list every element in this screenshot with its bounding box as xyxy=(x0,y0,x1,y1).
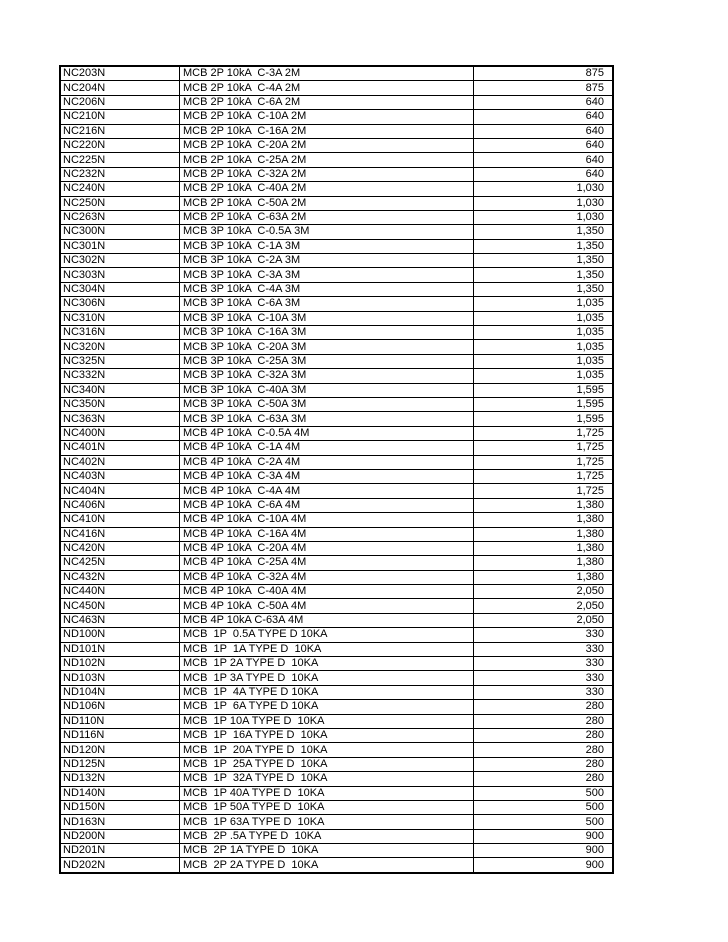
product-description-cell: MCB 2P 10kA C-4A 2M xyxy=(180,81,474,95)
product-price-cell: 1,595 xyxy=(474,397,614,411)
product-price-cell: 280 xyxy=(474,714,614,728)
table-row xyxy=(60,95,613,109)
table-row xyxy=(60,66,613,81)
product-description-cell: MCB 2P 10kA C-3A 2M xyxy=(180,66,474,81)
table-row xyxy=(60,714,613,728)
table-row xyxy=(60,297,613,311)
product-code-cell: NC310N xyxy=(60,311,180,325)
product-price-cell: 280 xyxy=(474,700,614,714)
product-description-cell: MCB 1P 3A TYPE D 10KA xyxy=(180,671,474,685)
product-price-cell: 1,380 xyxy=(474,498,614,512)
product-code-cell: NC350N xyxy=(60,397,180,411)
product-code-cell: NC206N xyxy=(60,95,180,109)
product-description-cell: MCB 1P 32A TYPE D 10KA xyxy=(180,772,474,786)
table-row xyxy=(60,441,613,455)
product-description-cell: MCB 4P 10kA C-63A 4M xyxy=(180,613,474,627)
product-code-cell: NC304N xyxy=(60,282,180,296)
table-row xyxy=(60,254,613,268)
product-price-cell: 2,050 xyxy=(474,585,614,599)
product-code-cell: ND163N xyxy=(60,815,180,829)
product-price-cell: 640 xyxy=(474,110,614,124)
table-row xyxy=(60,743,613,757)
table-row xyxy=(60,426,613,440)
product-code-cell: NC463N xyxy=(60,613,180,627)
table-row xyxy=(60,556,613,570)
product-code-cell: NC425N xyxy=(60,556,180,570)
product-code-cell: NC420N xyxy=(60,541,180,555)
product-price-cell: 1,380 xyxy=(474,527,614,541)
product-code-cell: NC263N xyxy=(60,210,180,224)
product-description-cell: MCB 3P 10kA C-63A 3M xyxy=(180,412,474,426)
product-price-cell: 875 xyxy=(474,81,614,95)
product-description-cell: MCB 3P 10kA C-25A 3M xyxy=(180,354,474,368)
product-description-cell: MCB 4P 10kA C-2A 4M xyxy=(180,455,474,469)
product-code-cell: NC340N xyxy=(60,383,180,397)
product-price-cell: 280 xyxy=(474,728,614,742)
table-row xyxy=(60,354,613,368)
product-description-cell: MCB 4P 10kA C-16A 4M xyxy=(180,527,474,541)
product-description-cell: MCB 1P 1A TYPE D 10KA xyxy=(180,642,474,656)
product-description-cell: MCB 3P 10kA C-0.5A 3M xyxy=(180,225,474,239)
table-row xyxy=(60,527,613,541)
product-price-cell: 1,035 xyxy=(474,340,614,354)
product-code-cell: ND201N xyxy=(60,844,180,858)
product-description-cell: MCB 1P 25A TYPE D 10KA xyxy=(180,757,474,771)
product-description-cell: MCB 3P 10kA C-32A 3M xyxy=(180,369,474,383)
table-row xyxy=(60,541,613,555)
product-description-cell: MCB 4P 10kA C-0.5A 4M xyxy=(180,426,474,440)
table-row xyxy=(60,628,613,642)
product-price-cell: 1,595 xyxy=(474,383,614,397)
product-price-cell: 2,050 xyxy=(474,599,614,613)
product-price-cell: 640 xyxy=(474,95,614,109)
table-row xyxy=(60,412,613,426)
product-description-cell: MCB 1P 10A TYPE D 10KA xyxy=(180,714,474,728)
table-row xyxy=(60,728,613,742)
product-code-cell: NC403N xyxy=(60,469,180,483)
table-row xyxy=(60,685,613,699)
product-description-cell: MCB 1P 2A TYPE D 10KA xyxy=(180,657,474,671)
table-row xyxy=(60,282,613,296)
product-code-cell: ND106N xyxy=(60,700,180,714)
product-price-cell: 2,050 xyxy=(474,613,614,627)
product-code-cell: ND200N xyxy=(60,829,180,843)
product-description-cell: MCB 1P 40A TYPE D 10KA xyxy=(180,786,474,800)
product-description-cell: MCB 1P 6A TYPE D 10KA xyxy=(180,700,474,714)
product-description-cell: MCB 4P 10kA C-4A 4M xyxy=(180,484,474,498)
product-code-cell: ND116N xyxy=(60,728,180,742)
product-description-cell: MCB 1P 20A TYPE D 10KA xyxy=(180,743,474,757)
product-code-cell: NC225N xyxy=(60,153,180,167)
product-code-cell: NC220N xyxy=(60,138,180,152)
product-code-cell: NC306N xyxy=(60,297,180,311)
product-description-cell: MCB 2P 10kA C-20A 2M xyxy=(180,138,474,152)
product-description-cell: MCB 3P 10kA C-20A 3M xyxy=(180,340,474,354)
product-code-cell: NC320N xyxy=(60,340,180,354)
table-row xyxy=(60,786,613,800)
table-row xyxy=(60,642,613,656)
product-description-cell: MCB 2P 10kA C-40A 2M xyxy=(180,182,474,196)
price-list-body xyxy=(60,66,613,873)
product-description-cell: MCB 1P 50A TYPE D 10KA xyxy=(180,800,474,814)
product-price-cell: 875 xyxy=(474,66,614,81)
product-price-cell: 330 xyxy=(474,671,614,685)
table-row xyxy=(60,700,613,714)
product-price-cell: 1,380 xyxy=(474,513,614,527)
product-price-cell: 1,350 xyxy=(474,254,614,268)
product-price-cell: 1,030 xyxy=(474,182,614,196)
product-description-cell: MCB 3P 10kA C-4A 3M xyxy=(180,282,474,296)
product-code-cell: ND100N xyxy=(60,628,180,642)
table-row xyxy=(60,153,613,167)
table-row xyxy=(60,196,613,210)
table-row xyxy=(60,829,613,843)
product-code-cell: NC300N xyxy=(60,225,180,239)
product-description-cell: MCB 3P 10kA C-50A 3M xyxy=(180,397,474,411)
product-code-cell: NC302N xyxy=(60,254,180,268)
table-row xyxy=(60,81,613,95)
product-description-cell: MCB 2P 10kA C-63A 2M xyxy=(180,210,474,224)
product-price-cell: 640 xyxy=(474,153,614,167)
product-description-cell: MCB 4P 10kA C-1A 4M xyxy=(180,441,474,455)
table-row xyxy=(60,484,613,498)
product-code-cell: NC316N xyxy=(60,326,180,340)
product-price-cell: 1,725 xyxy=(474,469,614,483)
table-row xyxy=(60,498,613,512)
product-description-cell: MCB 3P 10kA C-3A 3M xyxy=(180,268,474,282)
product-code-cell: ND104N xyxy=(60,685,180,699)
table-row xyxy=(60,182,613,196)
product-price-cell: 330 xyxy=(474,685,614,699)
table-row xyxy=(60,613,613,627)
product-description-cell: MCB 2P 1A TYPE D 10KA xyxy=(180,844,474,858)
product-code-cell: ND110N xyxy=(60,714,180,728)
product-code-cell: NC210N xyxy=(60,110,180,124)
product-code-cell: NC240N xyxy=(60,182,180,196)
table-row xyxy=(60,239,613,253)
product-code-cell: NC402N xyxy=(60,455,180,469)
product-price-cell: 640 xyxy=(474,167,614,181)
product-price-cell: 500 xyxy=(474,786,614,800)
product-description-cell: MCB 3P 10kA C-40A 3M xyxy=(180,383,474,397)
table-row xyxy=(60,513,613,527)
product-code-cell: NC301N xyxy=(60,239,180,253)
product-price-cell: 1,380 xyxy=(474,570,614,584)
table-row xyxy=(60,858,613,873)
table-row xyxy=(60,599,613,613)
product-description-cell: MCB 4P 10kA C-50A 4M xyxy=(180,599,474,613)
product-code-cell: NC216N xyxy=(60,124,180,138)
product-description-cell: MCB 4P 10kA C-32A 4M xyxy=(180,570,474,584)
product-description-cell: MCB 1P 63A TYPE D 10KA xyxy=(180,815,474,829)
table-row xyxy=(60,815,613,829)
table-row xyxy=(60,757,613,771)
product-description-cell: MCB 4P 10kA C-10A 4M xyxy=(180,513,474,527)
table-row xyxy=(60,397,613,411)
product-price-cell: 330 xyxy=(474,628,614,642)
product-description-cell: MCB 3P 10kA C-2A 3M xyxy=(180,254,474,268)
product-price-cell: 330 xyxy=(474,657,614,671)
product-code-cell: ND125N xyxy=(60,757,180,771)
product-code-cell: NC416N xyxy=(60,527,180,541)
table-row xyxy=(60,469,613,483)
product-code-cell: NC325N xyxy=(60,354,180,368)
product-code-cell: NC450N xyxy=(60,599,180,613)
product-price-cell: 1,035 xyxy=(474,354,614,368)
table-row xyxy=(60,225,613,239)
product-price-cell: 500 xyxy=(474,800,614,814)
table-row xyxy=(60,772,613,786)
product-description-cell: MCB 4P 10kA C-20A 4M xyxy=(180,541,474,555)
product-code-cell: NC432N xyxy=(60,570,180,584)
product-description-cell: MCB 2P 2A TYPE D 10KA xyxy=(180,858,474,873)
product-price-cell: 1,725 xyxy=(474,484,614,498)
product-code-cell: NC203N xyxy=(60,66,180,81)
product-description-cell: MCB 2P 10kA C-25A 2M xyxy=(180,153,474,167)
product-code-cell: NC250N xyxy=(60,196,180,210)
product-price-cell: 1,035 xyxy=(474,369,614,383)
product-price-cell: 900 xyxy=(474,844,614,858)
table-row xyxy=(60,326,613,340)
product-description-cell: MCB 3P 10kA C-10A 3M xyxy=(180,311,474,325)
product-price-cell: 1,350 xyxy=(474,268,614,282)
product-price-cell: 1,725 xyxy=(474,441,614,455)
product-description-cell: MCB 4P 10kA C-6A 4M xyxy=(180,498,474,512)
table-row xyxy=(60,340,613,354)
table-row xyxy=(60,570,613,584)
product-price-cell: 280 xyxy=(474,772,614,786)
table-row xyxy=(60,167,613,181)
product-code-cell: NC332N xyxy=(60,369,180,383)
product-price-cell: 1,380 xyxy=(474,541,614,555)
product-code-cell: ND150N xyxy=(60,800,180,814)
product-price-cell: 280 xyxy=(474,757,614,771)
product-price-cell: 1,350 xyxy=(474,239,614,253)
table-row xyxy=(60,383,613,397)
product-code-cell: NC440N xyxy=(60,585,180,599)
product-code-cell: NC404N xyxy=(60,484,180,498)
product-description-cell: MCB 4P 10kA C-3A 4M xyxy=(180,469,474,483)
product-code-cell: ND120N xyxy=(60,743,180,757)
product-description-cell: MCB 3P 10kA C-16A 3M xyxy=(180,326,474,340)
product-code-cell: ND102N xyxy=(60,657,180,671)
product-price-cell: 1,350 xyxy=(474,225,614,239)
product-code-cell: ND103N xyxy=(60,671,180,685)
product-code-cell: ND132N xyxy=(60,772,180,786)
product-description-cell: MCB 1P 16A TYPE D 10KA xyxy=(180,728,474,742)
product-price-cell: 640 xyxy=(474,124,614,138)
table-row xyxy=(60,210,613,224)
product-price-cell: 900 xyxy=(474,858,614,873)
product-description-cell: MCB 2P 10kA C-32A 2M xyxy=(180,167,474,181)
product-price-cell: 1,035 xyxy=(474,311,614,325)
product-code-cell: NC363N xyxy=(60,412,180,426)
table-row xyxy=(60,268,613,282)
price-list-table xyxy=(59,65,614,874)
product-description-cell: MCB 1P 0.5A TYPE D 10KA xyxy=(180,628,474,642)
product-price-cell: 1,380 xyxy=(474,556,614,570)
product-code-cell: NC401N xyxy=(60,441,180,455)
table-row xyxy=(60,455,613,469)
product-code-cell: ND140N xyxy=(60,786,180,800)
product-description-cell: MCB 4P 10kA C-25A 4M xyxy=(180,556,474,570)
table-row xyxy=(60,671,613,685)
product-price-cell: 280 xyxy=(474,743,614,757)
product-description-cell: MCB 3P 10kA C-6A 3M xyxy=(180,297,474,311)
product-price-cell: 900 xyxy=(474,829,614,843)
table-row xyxy=(60,124,613,138)
product-code-cell: ND202N xyxy=(60,858,180,873)
product-code-cell: ND101N xyxy=(60,642,180,656)
table-row xyxy=(60,800,613,814)
product-description-cell: MCB 2P 10kA C-16A 2M xyxy=(180,124,474,138)
table-row xyxy=(60,110,613,124)
product-code-cell: NC204N xyxy=(60,81,180,95)
product-description-cell: MCB 4P 10kA C-40A 4M xyxy=(180,585,474,599)
product-price-cell: 1,725 xyxy=(474,455,614,469)
product-description-cell: MCB 1P 4A TYPE D 10KA xyxy=(180,685,474,699)
product-price-cell: 330 xyxy=(474,642,614,656)
product-description-cell: MCB 2P 10kA C-6A 2M xyxy=(180,95,474,109)
table-row xyxy=(60,138,613,152)
product-description-cell: MCB 3P 10kA C-1A 3M xyxy=(180,239,474,253)
product-description-cell: MCB 2P .5A TYPE D 10KA xyxy=(180,829,474,843)
product-code-cell: NC400N xyxy=(60,426,180,440)
product-price-cell: 1,725 xyxy=(474,426,614,440)
product-price-cell: 1,350 xyxy=(474,282,614,296)
product-price-cell: 640 xyxy=(474,138,614,152)
product-description-cell: MCB 2P 10kA C-50A 2M xyxy=(180,196,474,210)
product-price-cell: 1,035 xyxy=(474,326,614,340)
table-row xyxy=(60,844,613,858)
product-price-cell: 500 xyxy=(474,815,614,829)
product-price-cell: 1,595 xyxy=(474,412,614,426)
table-row xyxy=(60,369,613,383)
table-row xyxy=(60,657,613,671)
product-code-cell: NC406N xyxy=(60,498,180,512)
product-code-cell: NC303N xyxy=(60,268,180,282)
product-price-cell: 1,035 xyxy=(474,297,614,311)
product-code-cell: NC410N xyxy=(60,513,180,527)
product-code-cell: NC232N xyxy=(60,167,180,181)
product-description-cell: MCB 2P 10kA C-10A 2M xyxy=(180,110,474,124)
product-price-cell: 1,030 xyxy=(474,210,614,224)
product-price-cell: 1,030 xyxy=(474,196,614,210)
table-row xyxy=(60,585,613,599)
table-row xyxy=(60,311,613,325)
